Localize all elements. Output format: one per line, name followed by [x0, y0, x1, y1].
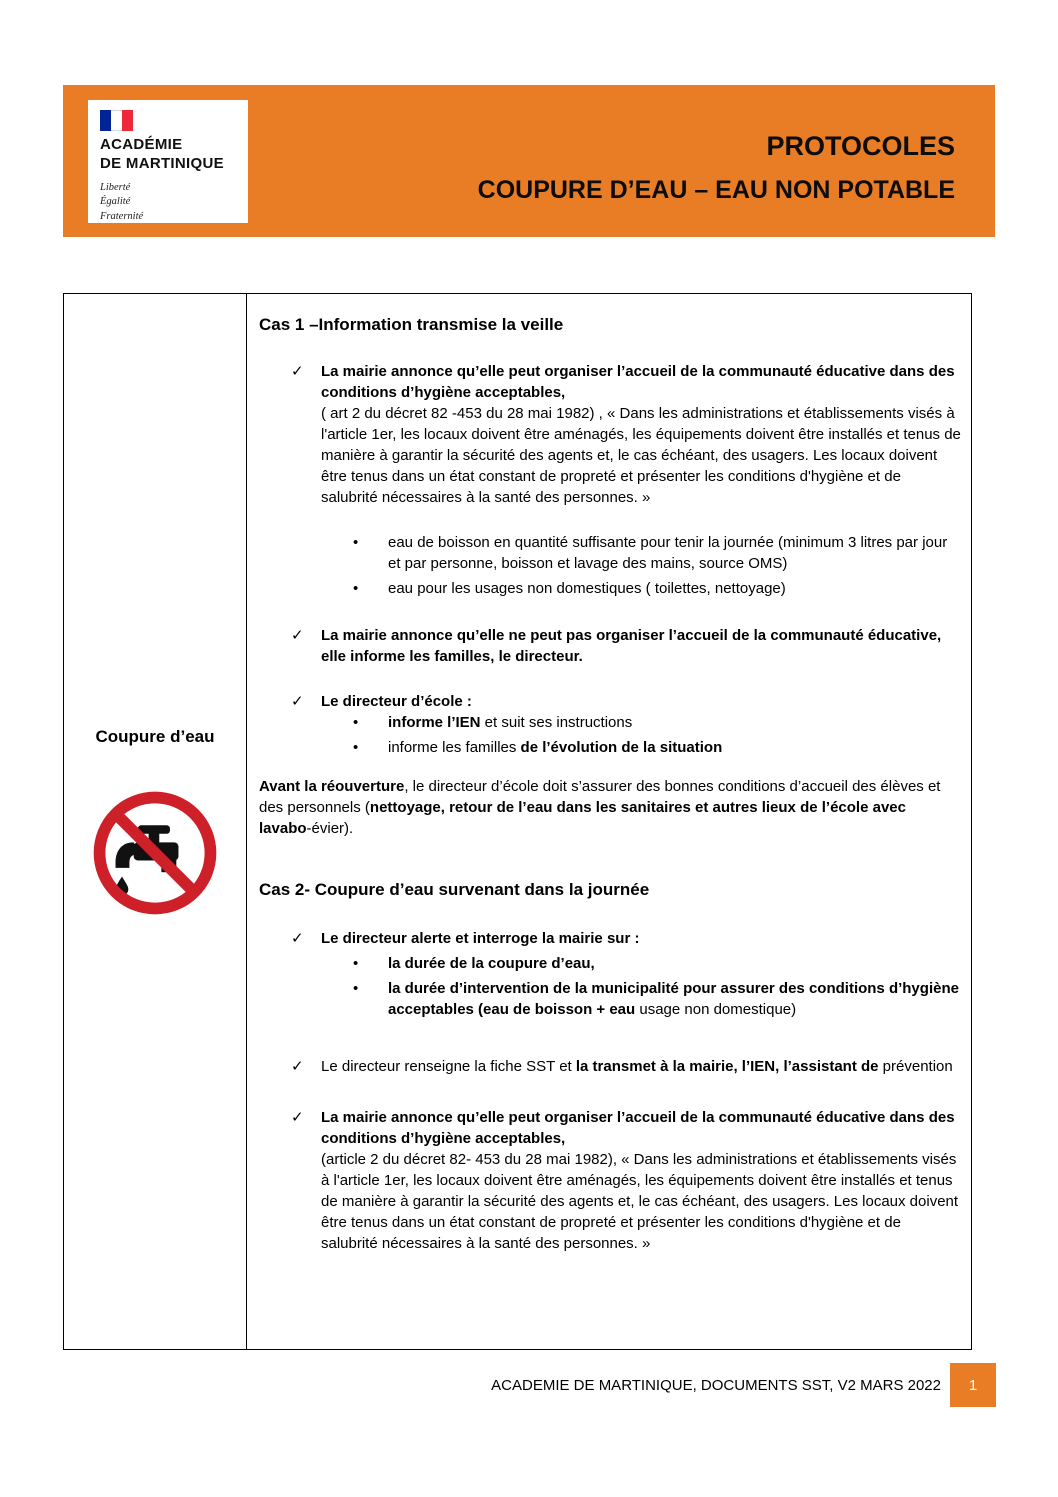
cas2-item1-bullet2-rest: usage non domestique) — [635, 1001, 797, 1018]
bullet-icon: • — [353, 714, 359, 731]
cas1-bullet-usages-non-domestiques — [353, 578, 961, 599]
cas2-item-directeur-alerte — [291, 928, 961, 949]
cas1-item-directeur-ecole — [291, 691, 961, 712]
reopen-bold2: nettoyage, retour de l’eau dans les sanitaires et autres lieux de l’école avec lavabo — [259, 799, 906, 837]
page-number-badge: 1 — [950, 1363, 996, 1407]
protocol-content-cell — [247, 294, 971, 1349]
cas2-item2-bold: la transmet à la mairie, l’IEN, l’assistant de — [575, 1058, 879, 1075]
cas1-item1-bold: La mairie annonce qu’elle peut organiser l’accueil de la communauté éducative dans des conditions d’hygiène acceptables, — [321, 363, 955, 401]
cas1-item3-bullet2-plain: informe les familles — [388, 739, 521, 756]
cas2-item1-text: Le directeur alerte et interroge la mairie sur : — [321, 930, 640, 947]
cas1-item3-bullet2-bold: de l’évolution de la situation — [520, 739, 723, 756]
republic-motto — [100, 181, 240, 225]
cas1-item3-text: Le directeur d’école : — [321, 693, 472, 710]
row-label: Coupure d’eau — [95, 726, 215, 746]
bullet-icon: • — [353, 580, 359, 597]
cas2-bullet-duree-intervention — [353, 978, 961, 1020]
cas2-item-mairie-peut-organiser — [291, 1107, 961, 1254]
cas1-item1-body: ( art 2 du décret 82 -453 du 28 mai 1982) , « Dans les administrations et établissements visés à l'article 1er, les locaux doivent être aménagés, les équipements doivent être installés et tenus de manière à garantir la sécurité des agents et, le cas échéant, des usagers. Les locaux doivent être tenus dans un état constant de propreté et présenter les conditions d'hygiène et de salubrité nécessaires à la santé des personnes. » — [321, 405, 961, 506]
check-icon: ✓ — [291, 627, 304, 644]
cas1-item2-text: La mairie annonce qu’elle ne peut pas organiser l’accueil de la communauté éducative, elle informe les familles, le directeur. — [321, 627, 942, 665]
cas1-bullet2-text: eau pour les usages non domestiques ( toilettes, nettoyage) — [388, 580, 786, 597]
cas2-item3-text-block — [321, 1107, 961, 1254]
cas1-item-mairie-peut-organiser — [291, 361, 961, 508]
cas2-item2-rest: prévention — [878, 1058, 953, 1075]
check-icon: ✓ — [291, 363, 304, 380]
check-icon: ✓ — [291, 1109, 304, 1126]
cas2-item2-plain: Le directeur renseigne la fiche SST et — [321, 1058, 576, 1075]
cas1-reopening-paragraph — [259, 776, 961, 839]
cas2-item1-bullet2-text — [388, 978, 961, 1020]
cas2-bullet-duree-coupure — [353, 953, 961, 974]
footer-text: ACADEMIE DE MARTINIQUE, DOCUMENTS SST, V2 MARS 2022 — [491, 1376, 941, 1394]
cas2-item2-text — [321, 1056, 961, 1077]
motto-egalite: Égalité — [100, 196, 131, 208]
header-banner — [63, 85, 995, 237]
cas1-item1-text-block — [321, 361, 961, 508]
cas1-item-mairie-ne-peut-pas — [291, 625, 961, 667]
page-footer — [491, 1363, 996, 1407]
protocol-table — [63, 293, 972, 1350]
bullet-icon: • — [353, 980, 359, 997]
bullet-icon: • — [353, 955, 359, 972]
check-icon: ✓ — [291, 693, 304, 710]
cas2-item3-bold: La mairie annonce qu’elle peut organiser l’accueil de la communauté éducative dans des conditions d’hygiène acceptables, — [321, 1109, 955, 1147]
check-icon: ✓ — [291, 1058, 304, 1075]
cas1-item3-bullet1-rest: et suit ses instructions — [480, 714, 633, 731]
banner-titles — [478, 131, 955, 205]
french-flag-icon — [100, 110, 133, 131]
cas1-item3-bullet-informe-ien — [353, 712, 961, 733]
bullet-icon: • — [353, 534, 359, 551]
academy-logo — [88, 100, 248, 223]
academy-name-line1: ACADÉMIE — [100, 136, 183, 153]
no-water-sign-icon — [91, 789, 219, 917]
cas1-item3-bullet2-text — [388, 737, 961, 758]
reopen-bold-lead: Avant la réouverture — [259, 778, 405, 795]
cas1-item3-bullet-informe-familles — [353, 737, 961, 758]
row-header-cell — [64, 294, 247, 1349]
cas1-bullet-eau-boisson — [353, 532, 961, 574]
cas2-item1-bullet2-bold: la durée d’intervention de la municipalité pour assurer des conditions d’hygiène acceptables (eau de boisson + eau — [388, 980, 959, 1018]
cas2-item-fiche-sst — [291, 1056, 961, 1077]
reopen-text2: -évier). — [306, 820, 354, 837]
cas2-heading: Cas 2- Coupure d’eau survenant dans la journée — [259, 880, 650, 899]
cas1-item3-bullet1-bold: informe l’IEN — [388, 714, 481, 731]
cas2-item3-body: (article 2 du décret 82- 453 du 28 mai 1982), « Dans les administrations et établissements visés à l'article 1er, les locaux doivent être aménagés, les équipements doivent être installés et tenus de manière à garantir la sécurité des agents et, le cas échéant, des usagers. Les locaux doivent être tenus dans un état constant de propreté et présenter les conditions d'hygiène et de salubrité nécessaires à la santé des personnes. » — [321, 1151, 959, 1252]
cas1-bullet1-text: eau de boisson en quantité suffisante pour tenir la journée (minimum 3 litres par jour et par personne, boisson et lavage des mains, source OMS) — [388, 534, 948, 572]
cas2-item1-bullet1-text: la durée de la coupure d’eau, — [388, 955, 595, 972]
document-title: PROTOCOLES — [766, 131, 955, 161]
cas1-heading: Cas 1 –Information transmise la veille — [259, 315, 564, 334]
document-subtitle: COUPURE D’EAU – EAU NON POTABLE — [477, 176, 955, 204]
reopen-text1: , le directeur d’école doit s’assurer des bonnes conditions d’accueil des élèves et des personnels ( — [259, 778, 941, 816]
motto-fraternite: Fraternité — [100, 210, 144, 222]
motto-liberte: Liberté — [100, 181, 131, 193]
academy-name — [100, 136, 240, 174]
bullet-icon: • — [353, 739, 359, 756]
cas1-item3-bullet1-text — [388, 712, 961, 733]
academy-name-line2: DE MARTINIQUE — [100, 154, 224, 172]
check-icon: ✓ — [291, 930, 304, 947]
